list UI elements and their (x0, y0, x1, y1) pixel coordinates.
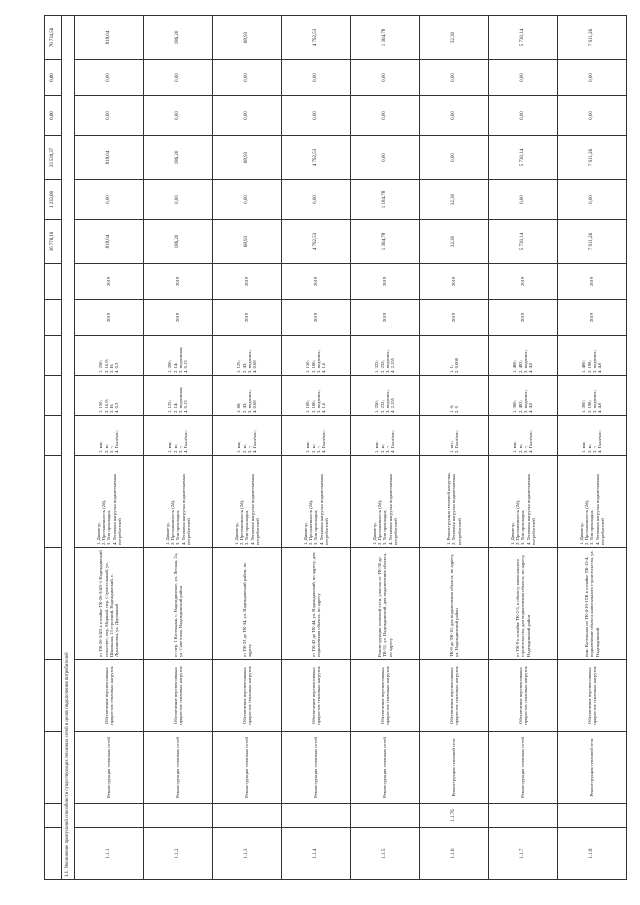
row-end-year: 2019 (213, 264, 282, 300)
row-end-year: 2019 (351, 264, 420, 300)
row-category: Реконструкция тепловой сети (420, 732, 489, 804)
row-units-line: 1. мм; (167, 441, 173, 453)
row-units-line: 1. мм; (581, 441, 587, 453)
row-params-line: 1. Диаметр, (509, 522, 515, 545)
row-before-line: 1. 150; (98, 400, 104, 413)
row-after (351, 336, 420, 376)
row-units (558, 416, 627, 456)
row-params (213, 456, 282, 548)
row-after-line: 2. 16,9; (103, 359, 109, 373)
row-units-line: 2. м; (310, 444, 316, 453)
row-units-line: 3. -; (247, 445, 252, 453)
row-units-line: 3. -; (316, 445, 321, 453)
row-units-line: 1. мм; (512, 441, 518, 453)
row-units-line: 3. -; (178, 445, 183, 453)
row-before (420, 376, 489, 416)
row-after-line: 1. 125; (236, 360, 242, 373)
row-units-line: 2. м; (241, 444, 247, 453)
row-params-line: 2. Протяженность (2d), (515, 499, 521, 545)
row-after-line: 2. 43; (241, 362, 247, 373)
total-c: 33 539,37 (45, 136, 62, 180)
row-after-line: 1. 200; (167, 360, 173, 373)
row-after-line: 4. 1,0 (321, 362, 327, 373)
row-before-line: 2. 16,9; (103, 399, 109, 413)
row-params-line: 1. Диаметр, (233, 522, 239, 545)
row-params-line: 1. Диаметр, (302, 522, 308, 545)
row-params (558, 456, 627, 548)
row-units-line: 1. мм; (98, 441, 104, 453)
row-params-line: 1. Реконструкция тепловой нагрузки, (446, 472, 452, 545)
row-value-2: 1 184,78 (351, 180, 420, 220)
row-value-4: 0,00 (282, 96, 351, 136)
row-before-line: 4. 4,0 (528, 402, 534, 413)
row-after (420, 336, 489, 376)
row-value-5: 0,00 (351, 60, 420, 96)
row-before (144, 376, 213, 416)
row-before-line: 4. 0,08 (252, 400, 258, 413)
row-value-2: 0,00 (489, 180, 558, 220)
row-units (213, 416, 282, 456)
row-params-line: 2. Протяженность (2d), (170, 499, 176, 545)
row-category: Реконструкция тепловых сетей (351, 732, 420, 804)
row-before-line: 1. 100; (305, 400, 311, 413)
row-after-line: 1. 150; (305, 360, 311, 373)
row-value-4: 0,00 (213, 96, 282, 136)
row-start-year: 2019 (351, 300, 420, 336)
total-f: 70 734,58 (45, 16, 62, 60)
row-value-1: 818,04 (75, 220, 144, 264)
row-params-line: 2. Тепловая нагрузка подключаемых потребителей (451, 473, 462, 545)
row-before-line: 3. подземн.; (247, 389, 252, 413)
row-end-year: 2019 (558, 264, 627, 300)
row-params-line: 4. Тепловая нагрузка подключаемых потребителей (180, 473, 191, 545)
row-after-line: 1. 400; (581, 360, 587, 373)
row-value-5: 0,00 (420, 60, 489, 96)
row-total: 5 730,14 (489, 16, 558, 60)
row-after-line: 4. 0,13 (183, 360, 189, 373)
row-params-line: 3. Тип прокладки, (244, 509, 250, 545)
row-before-line: 1. 80; (236, 402, 242, 413)
row-after-line: 2. 198; (586, 360, 592, 373)
row-before-line: 2. 14; (172, 402, 178, 413)
section-title: 1.1. Увеличение пропускной способности существующих тепловых сетей в целях подключения потребителей (62, 16, 75, 880)
row-value-4: 0,00 (75, 96, 144, 136)
row-units (282, 416, 351, 456)
row-end-year: 2019 (420, 264, 489, 300)
row-params-line: 3. Тип прокладки, (175, 509, 181, 545)
row-total: 7 911,26 (558, 16, 627, 60)
row-units-line: 1. шт.; (448, 440, 454, 453)
row-after-line: 2. 232; (379, 360, 385, 373)
row-before (489, 376, 558, 416)
row-before-line: 2. 492; (517, 400, 523, 413)
row-value-3: 0,00 (351, 136, 420, 180)
row-value-1: 5 730,14 (489, 220, 558, 264)
row-units-line: 2. м; (379, 444, 385, 453)
row-number: 1.1.2 (144, 828, 213, 880)
row-units-line: 4. Гкал/час; (252, 430, 258, 453)
row-start-year: 2019 (420, 300, 489, 336)
row-end-year: 2019 (144, 264, 213, 300)
row-before-line: 2. 232; (379, 400, 385, 413)
row-location: от ТК-43 до ТК-44, ул. Надеждинский, по адресу, для подключения объекта, по адресу (282, 548, 351, 660)
row-params-line: 1. Диаметр, (371, 522, 377, 545)
row-value-2: 0,00 (144, 180, 213, 220)
row-value-3: 818,04 (75, 136, 144, 180)
row-after (558, 336, 627, 376)
row-after-line: 3. подземная; (178, 346, 183, 373)
row-value-1: 32,30 (420, 220, 489, 264)
row-units-line: 2. м; (586, 444, 592, 453)
row-params-line: 3. Тип прокладки, (313, 509, 319, 545)
row-params (282, 456, 351, 548)
table-row (489, 16, 558, 880)
row-params (420, 456, 489, 548)
row-value-2: 0,00 (213, 180, 282, 220)
row-before-line: 4. 1,0 (321, 402, 327, 413)
row-before-line: 1. 125; (167, 400, 173, 413)
section-row (62, 16, 75, 880)
row-code (282, 804, 351, 828)
row-code (489, 804, 558, 828)
row-before (213, 376, 282, 416)
row-value-5: 0,00 (144, 60, 213, 96)
row-params-line: 2. Протяженность (2d), (308, 499, 314, 545)
total-d: 0,00 (45, 96, 62, 136)
row-params-line: 2. Протяженность (2d), (377, 499, 383, 545)
row-params-line: 1. Диаметр, (95, 522, 101, 545)
row-units-line: 3. -; (109, 445, 114, 453)
row-goal: Обеспечение перспективных приростов тепловых нагрузок (282, 660, 351, 732)
row-location: ТК-9 до ТК-10, для подключения объекта, по адресу, ул. Надеждинский район (420, 548, 489, 660)
row-value-2: 0,00 (558, 180, 627, 220)
total-a: 36 778,18 (45, 220, 62, 264)
row-before-line: 4. 0,13 (183, 400, 189, 413)
row-value-3: 186,20 (144, 136, 213, 180)
row-code (75, 804, 144, 828)
row-value-3: 0,00 (420, 136, 489, 180)
row-before-line: 2. 198; (586, 400, 592, 413)
table-row (75, 16, 144, 880)
row-value-1: 186,20 (144, 220, 213, 264)
row-number: 1.1.8 (558, 828, 627, 880)
row-after-line: 4. 4,0 (528, 362, 534, 373)
row-before-line: 3. подземн.; (523, 389, 528, 413)
row-units-line: 1. мм; (305, 441, 311, 453)
row-units-line: 3. -; (385, 445, 390, 453)
row-number: 1.1.3 (213, 828, 282, 880)
row-goal: Обеспечение перспективных приростов тепловых нагрузок (75, 660, 144, 732)
row-units-line: 4. Гкал/час; (321, 430, 327, 453)
row-value-5: 0,00 (75, 60, 144, 96)
row-params-line: 3. Тип прокладки, (589, 509, 595, 545)
row-params-line: 2. Протяженность (2d), (101, 499, 107, 545)
row-end-year: 2019 (282, 264, 351, 300)
row-total: 1 364,78 (351, 16, 420, 60)
row-after (144, 336, 213, 376)
row-before-line: 4. 0,3 (114, 402, 120, 413)
row-location: от ТК-26-3/4/5 к отпайке ТК-26-3/4/5-1 Надеждинский сельсовет, пер. Мирный, пер. Строительный, ул. Школьная, 13 строений, Надеждинский, с. Лукьяновка, ул. Дорожный (75, 548, 144, 660)
row-total: 186,20 (144, 16, 213, 60)
table-row (351, 16, 420, 880)
row-code (558, 804, 627, 828)
row-location: от ТК-33 до ТК-34, ул. Надеждинский район, по адресу (213, 548, 282, 660)
row-start-year: 2019 (558, 300, 627, 336)
row-params-line: 2. Протяженность (2d), (584, 499, 590, 545)
row-value-1: 7 911,26 (558, 220, 627, 264)
row-params (489, 456, 558, 548)
row-params-line: 1. Диаметр, (578, 522, 584, 545)
row-units-line: 1. мм; (374, 441, 380, 453)
row-end-year: 2019 (75, 264, 144, 300)
row-after (75, 336, 144, 376)
row-params-line: 3. Тип прокладки, (106, 509, 112, 545)
row-after (213, 336, 282, 376)
totals-row (45, 16, 62, 880)
row-start-year: 2019 (282, 300, 351, 336)
row-number: 1.1.7 (489, 828, 558, 880)
row-number: 1.1.6 (420, 828, 489, 880)
row-params (351, 456, 420, 548)
row-end-year: 2019 (489, 264, 558, 300)
row-before (75, 376, 144, 416)
row-category: Реконструкция тепловой сети (558, 732, 627, 804)
row-units-line: 2. м; (172, 444, 178, 453)
row-units-line: 2. Гкал/час; (454, 430, 459, 453)
row-after-line: 1. 325; (374, 360, 380, 373)
row-after-line: 3. подземн.; (316, 349, 321, 373)
total-e: 0,00 (45, 60, 62, 96)
row-after-line: 1. 250; (98, 360, 104, 373)
row-value-5: 0,00 (489, 60, 558, 96)
row-value-1: 4 792,53 (282, 220, 351, 264)
table-row (144, 16, 213, 880)
row-category: Реконструкция тепловых сетей (213, 732, 282, 804)
row-value-1: 1 364,78 (351, 220, 420, 264)
row-value-3: 5 730,14 (489, 136, 558, 180)
row-goal: Обеспечение перспективных приростов тепловых нагрузок (558, 660, 627, 732)
row-before-line: 2. 0 (454, 406, 459, 413)
row-after-line: 4. 4,0 (597, 362, 603, 373)
row-value-5: 0,00 (282, 60, 351, 96)
row-units-line: 4. Гкал/час; (597, 430, 603, 453)
row-params (144, 456, 213, 548)
row-params-line: 2. Протяженность (2d), (239, 499, 245, 545)
row-total: 818,04 (75, 16, 144, 60)
row-start-year: 2019 (213, 300, 282, 336)
row-after-line: 4. 0,3 (114, 362, 120, 373)
row-goal: Обеспечение перспективных приростов тепловых нагрузок (351, 660, 420, 732)
row-code (213, 804, 282, 828)
row-units-line: 4. Гкал/час; (114, 430, 120, 453)
row-before-line: 4. 2,155 (390, 398, 396, 413)
row-units-line: 4. Гкал/час; (528, 430, 534, 453)
row-before-line: 3. подземн.; (316, 389, 321, 413)
row-location: Реконструкция тепловой сети, участок от ТК-30 до ТК-31, ул. Надеждинский, для подключения объекта, по адресу (351, 548, 420, 660)
row-before (558, 376, 627, 416)
row-before-line: 1. 250; (374, 400, 380, 413)
row-before-line: 1. 300; (581, 400, 587, 413)
row-after-line: 3. подземн.; (247, 349, 252, 373)
row-params-line: 4. Тепловая нагрузка подключаемых потребителей (249, 473, 260, 545)
row-total: 4 792,53 (282, 16, 351, 60)
data-rows (75, 16, 627, 880)
row-category: Реконструкция тепловых сетей (75, 732, 144, 804)
row-units (144, 416, 213, 456)
row-units-line: 4. Гкал/час; (183, 430, 189, 453)
row-units (489, 416, 558, 456)
row-after-line: 4. 2,155 (390, 358, 396, 373)
row-units-line: 3. -; (523, 445, 528, 453)
row-units (420, 416, 489, 456)
row-before-line: 4. 4,0 (597, 402, 603, 413)
row-params-line: 4. Тепловая нагрузка подключаемых потребителей (111, 473, 122, 545)
row-value-3: 4 792,53 (282, 136, 351, 180)
row-params (75, 456, 144, 548)
row-value-4: 0,00 (420, 96, 489, 136)
row-after-line: 1. 400; (512, 360, 518, 373)
row-before-line: 3. подземн.; (592, 389, 597, 413)
row-before-line: 1. 300; (512, 400, 518, 413)
total-b: 1 232,08 (45, 180, 62, 220)
row-value-3: 68,93 (213, 136, 282, 180)
row-value-4: 0,00 (351, 96, 420, 136)
row-category: Реконструкция тепловых сетей (282, 732, 351, 804)
row-params-line: 4. Тепловая нагрузка подключаемых потребителей (525, 473, 536, 545)
row-value-2: 0,00 (282, 180, 351, 220)
row-code (351, 804, 420, 828)
row-before-line: 3. Н; (109, 403, 114, 413)
table-row (282, 16, 351, 880)
row-code (144, 804, 213, 828)
row-goal: Обеспечение перспективных приростов тепловых нагрузок (144, 660, 213, 732)
row-value-4: 0,00 (489, 96, 558, 136)
row-start-year: 2019 (144, 300, 213, 336)
row-params-line: 4. Тепловая нагрузка подключаемых потребителей (387, 473, 398, 545)
row-number: 1.1.1 (75, 828, 144, 880)
row-after-line: 4. 0,08 (252, 360, 258, 373)
row-start-year: 2019 (75, 300, 144, 336)
row-after (489, 336, 558, 376)
row-params-line: 4. Тепловая нагрузка подключаемых потребителей (318, 473, 329, 545)
row-before-line: 3. подземная; (178, 386, 183, 413)
row-after (282, 336, 351, 376)
row-units-line: 2. м; (517, 444, 523, 453)
row-number: 1.1.4 (282, 828, 351, 880)
row-value-3: 7 911,26 (558, 136, 627, 180)
row-number: 1.1.5 (351, 828, 420, 880)
row-goal: Обеспечение перспективных приростов тепловых нагрузок (213, 660, 282, 732)
row-params-line: 3. Тип прокладки, (520, 509, 526, 545)
row-value-5: 0,00 (558, 60, 627, 96)
row-params-line: 4. Тепловая нагрузка подключаемых потребителей (594, 473, 605, 545)
row-params-line: 3. Тип прокладки, (382, 509, 388, 545)
row-start-year: 2019 (489, 300, 558, 336)
table-row (558, 16, 627, 880)
row-after-line: 2. 492; (517, 360, 523, 373)
row-params-line: 1. Диаметр, (164, 522, 170, 545)
row-location: пом. Котельная по ТК-4-10-1ТК к отпайке ТК-15-4, подключение объекта капитального строительства, ул. Надеждинский (558, 548, 627, 660)
investment-program-sheet (44, 20, 605, 880)
row-after-line: 2. 14; (172, 362, 178, 373)
row-before-line: 3. подземн.; (385, 389, 390, 413)
row-after-line: 3. подземн.; (385, 349, 390, 373)
row-goal: Обеспечение перспективных приростов тепловых нагрузок (420, 660, 489, 732)
row-location: от ТК-9 к отпайке ТК-2-3, к объекту капитального строительства, для подключения объекта, по адресу, Надеждинский район (489, 548, 558, 660)
row-location: от пер. 1 Котельная, с. Надеждинское, ул. Лесная, 2а, ул. Советская, Надеждинский район (144, 548, 213, 660)
row-before-line: 2. 180; (310, 400, 316, 413)
row-after-line: 1. 1; (448, 364, 454, 373)
row-goal: Обеспечение перспективных приростов тепловых нагрузок (489, 660, 558, 732)
row-units-line: 3. -; (592, 445, 597, 453)
table-row (420, 16, 489, 880)
row-after-line: 3. подземн.; (592, 349, 597, 373)
row-value-4: 0,00 (558, 96, 627, 136)
row-total: 32,30 (420, 16, 489, 60)
row-value-4: 0,00 (144, 96, 213, 136)
row-units-line: 2. м; (103, 444, 109, 453)
row-value-2: 0,00 (75, 180, 144, 220)
program-table (44, 15, 627, 880)
row-before (351, 376, 420, 416)
row-after-line: 3. Н; (109, 363, 114, 373)
row-after-line: 2. 0,008 (454, 358, 459, 373)
row-value-5: 0,00 (213, 60, 282, 96)
row-before-line: 2. 43; (241, 402, 247, 413)
row-after-line: 3. подземн.; (523, 349, 528, 373)
row-after-line: 2. 180; (310, 360, 316, 373)
row-before (282, 376, 351, 416)
row-value-2: 32,30 (420, 180, 489, 220)
row-code: 1.1.76 (420, 804, 489, 828)
row-category: Реконструкция тепловых сетей (489, 732, 558, 804)
row-units (75, 416, 144, 456)
row-total: 68,93 (213, 16, 282, 60)
row-units (351, 416, 420, 456)
row-units-line: 1. мм; (236, 441, 242, 453)
row-value-1: 68,93 (213, 220, 282, 264)
row-category: Реконструкция тепловых сетей (144, 732, 213, 804)
row-before-line: 1. 0; (448, 404, 454, 413)
row-units-line: 4. Гкал/час; (390, 430, 396, 453)
rotated-table-frame (44, 20, 605, 880)
table-row (213, 16, 282, 880)
